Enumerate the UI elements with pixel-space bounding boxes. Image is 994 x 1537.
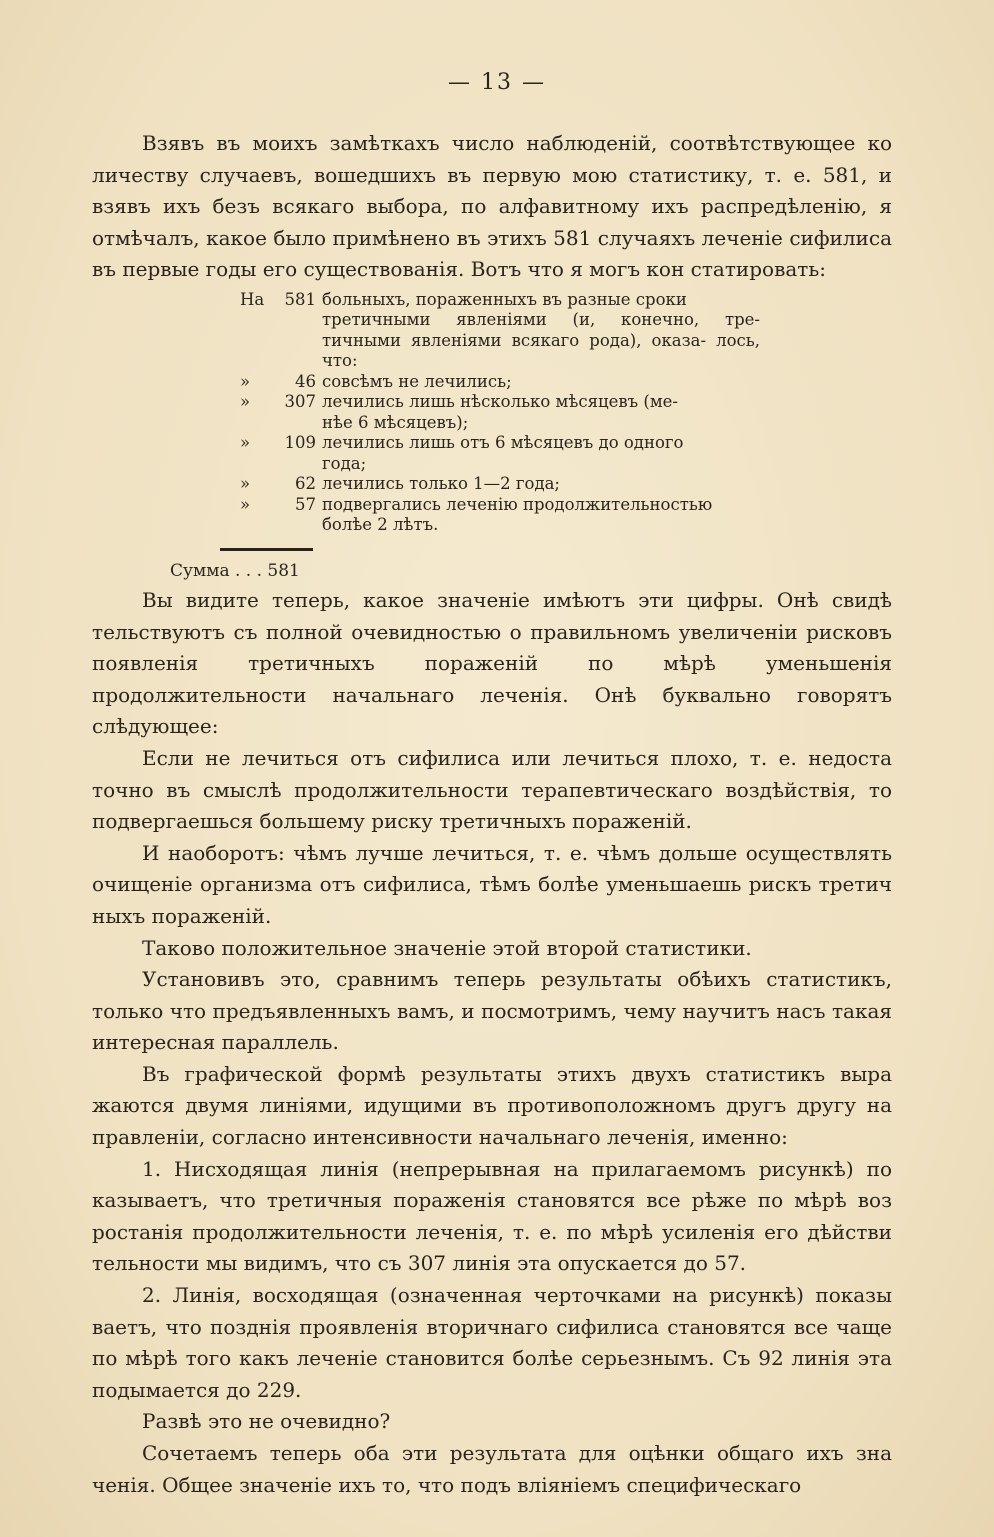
row-number: 46 (295, 371, 316, 391)
text-line: личеству случаевъ, вошедшихъ въ первую мою статистику, т. е. 581, (92, 162, 879, 187)
table-lead-prefix: На (240, 289, 265, 309)
row-number: 62 (295, 474, 316, 494)
text-line: статировать: (690, 257, 826, 282)
ditto-mark: » (240, 371, 251, 391)
paragraph: Вы видите теперь, какое значеніе имѣютъ эти цифры. Онѣ свидѣ тельствуютъ съ полной очевидностью о правильномъ увеличеніи рисковъ появленія третичныхъ пораженій по мѣрѣ уменьшенія продолжительности начальнаго леченія. Онѣ буквально говорятъ слѣдующее: (92, 587, 892, 739)
table-row (240, 474, 760, 495)
row-number: 109 (284, 433, 316, 453)
table-lead-text: больныхъ, пораженныхъ въ разные сроки (322, 289, 687, 309)
paragraph: Таково положительное значеніе этой второй статистики. (142, 935, 752, 960)
table-lead-row (240, 290, 760, 311)
ditto-mark: » (240, 433, 251, 453)
text-line: сифилиса въ первые годы его существованія. Вотъ что я могъ кон (92, 225, 892, 282)
ditto-mark: » (240, 474, 251, 494)
page-number: — 13 — (448, 70, 546, 95)
row-text: совсѣмъ не лечились; (322, 371, 512, 391)
paragraph: Если не лечиться отъ сифилиса или лечиться плохо, т. е. недоста точно въ смыслѣ продолжительности терапевтическаго воздѣйствія, то подвергаешься большему риску третичныхъ пораженій. (92, 745, 892, 834)
sum-label: Сумма . . . (170, 560, 263, 581)
ditto-mark: » (240, 392, 251, 412)
text-line: я отмѣчалъ, какое было примѣнено въ этихъ 581 случаяхъ леченіе (92, 194, 892, 250)
table-lead-continuation: третичными явленіями (и, конечно, тре- тичными явленіями всякаго рода), оказа- лось, что: (322, 310, 760, 371)
table-row (240, 392, 760, 413)
paragraph: 2. Линія, восходящая (означенная черточками на рисункѣ) показы ваетъ, что позднія проявленія вторичнаго сифилиса становятся все чаще по мѣрѣ того какъ леченіе становится болѣе серьезнымъ. Съ 92 линія эта подымается до 229. (92, 1283, 892, 1402)
table-sum (170, 559, 892, 583)
row-number: 307 (284, 392, 316, 412)
table-row (240, 433, 760, 454)
table-lead-number: 581 (284, 289, 316, 309)
ditto-mark: » (240, 494, 251, 514)
sum-rule (220, 548, 313, 551)
text-line: и взявъ ихъ безъ всякаго выбора, по алфавитному ихъ распредѣленію, (92, 162, 892, 219)
sum-value: 581 (267, 560, 300, 581)
paragraph: Сочетаемъ теперь оба эти результата для оцѣнки общаго ихъ зна ченія. Общее значеніе ихъ то, что подъ вліяніемъ специфическаго (92, 1441, 892, 1497)
paragraph: Установивъ это, сравнимъ теперь результаты обѣихъ статистикъ, только что предъявленныхъ вамъ, и посмотримъ, чему научитъ насъ такая интересная параллель. (92, 967, 892, 1055)
paragraph: Въ графической формѣ результаты этихъ двухъ статистикъ выра жаются двумя линіями, идущими въ противоположномъ другъ другу на правленіи, согласно интенсивности начальнаго леченія, именно: (92, 1061, 892, 1150)
table-row (240, 495, 760, 516)
statistics-table (240, 290, 760, 536)
row-continuation: нѣе 6 мѣсяцевъ); (322, 412, 469, 432)
page-body (92, 128, 892, 1501)
row-continuation: болѣе 2 лѣтъ. (322, 515, 439, 535)
row-text: лечились лишь нѣсколько мѣсяцевъ (ме- (322, 392, 678, 412)
row-text: подвергались леченію продолжительностью (322, 494, 713, 514)
text-line: Взявъ въ моихъ замѣткахъ число наблюденій, соотвѣтствующее ко (142, 131, 892, 155)
paragraph: Развѣ это не очевидно? (142, 1409, 391, 1434)
row-continuation: года; (322, 453, 367, 473)
row-text: лечились лишь отъ 6 мѣсяцевъ до одного (322, 433, 684, 453)
table-row (240, 372, 760, 393)
row-text: лечились только 1—2 года; (322, 474, 560, 494)
paragraph: И наоборотъ: чѣмъ лучше лечиться, т. е. чѣмъ дольше осуществлять очищеніе организма отъ сифилиса, тѣмъ болѣе уменьшаешь рискъ третич ныхъ пораженій. (92, 840, 892, 928)
intro-paragraph (92, 128, 892, 286)
row-number: 57 (295, 494, 316, 514)
paragraph: 1. Нисходящая линія (непрерывная на прилагаемомъ рисункѣ) по казываетъ, что третичныя пораженія становятся все рѣже по мѣрѣ воз ростанія продолжительности леченія, т. е. по мѣрѣ усиленія его дѣйстви тельности мы видимъ, что съ 307 линія эта опускается до 57. (92, 1156, 892, 1276)
